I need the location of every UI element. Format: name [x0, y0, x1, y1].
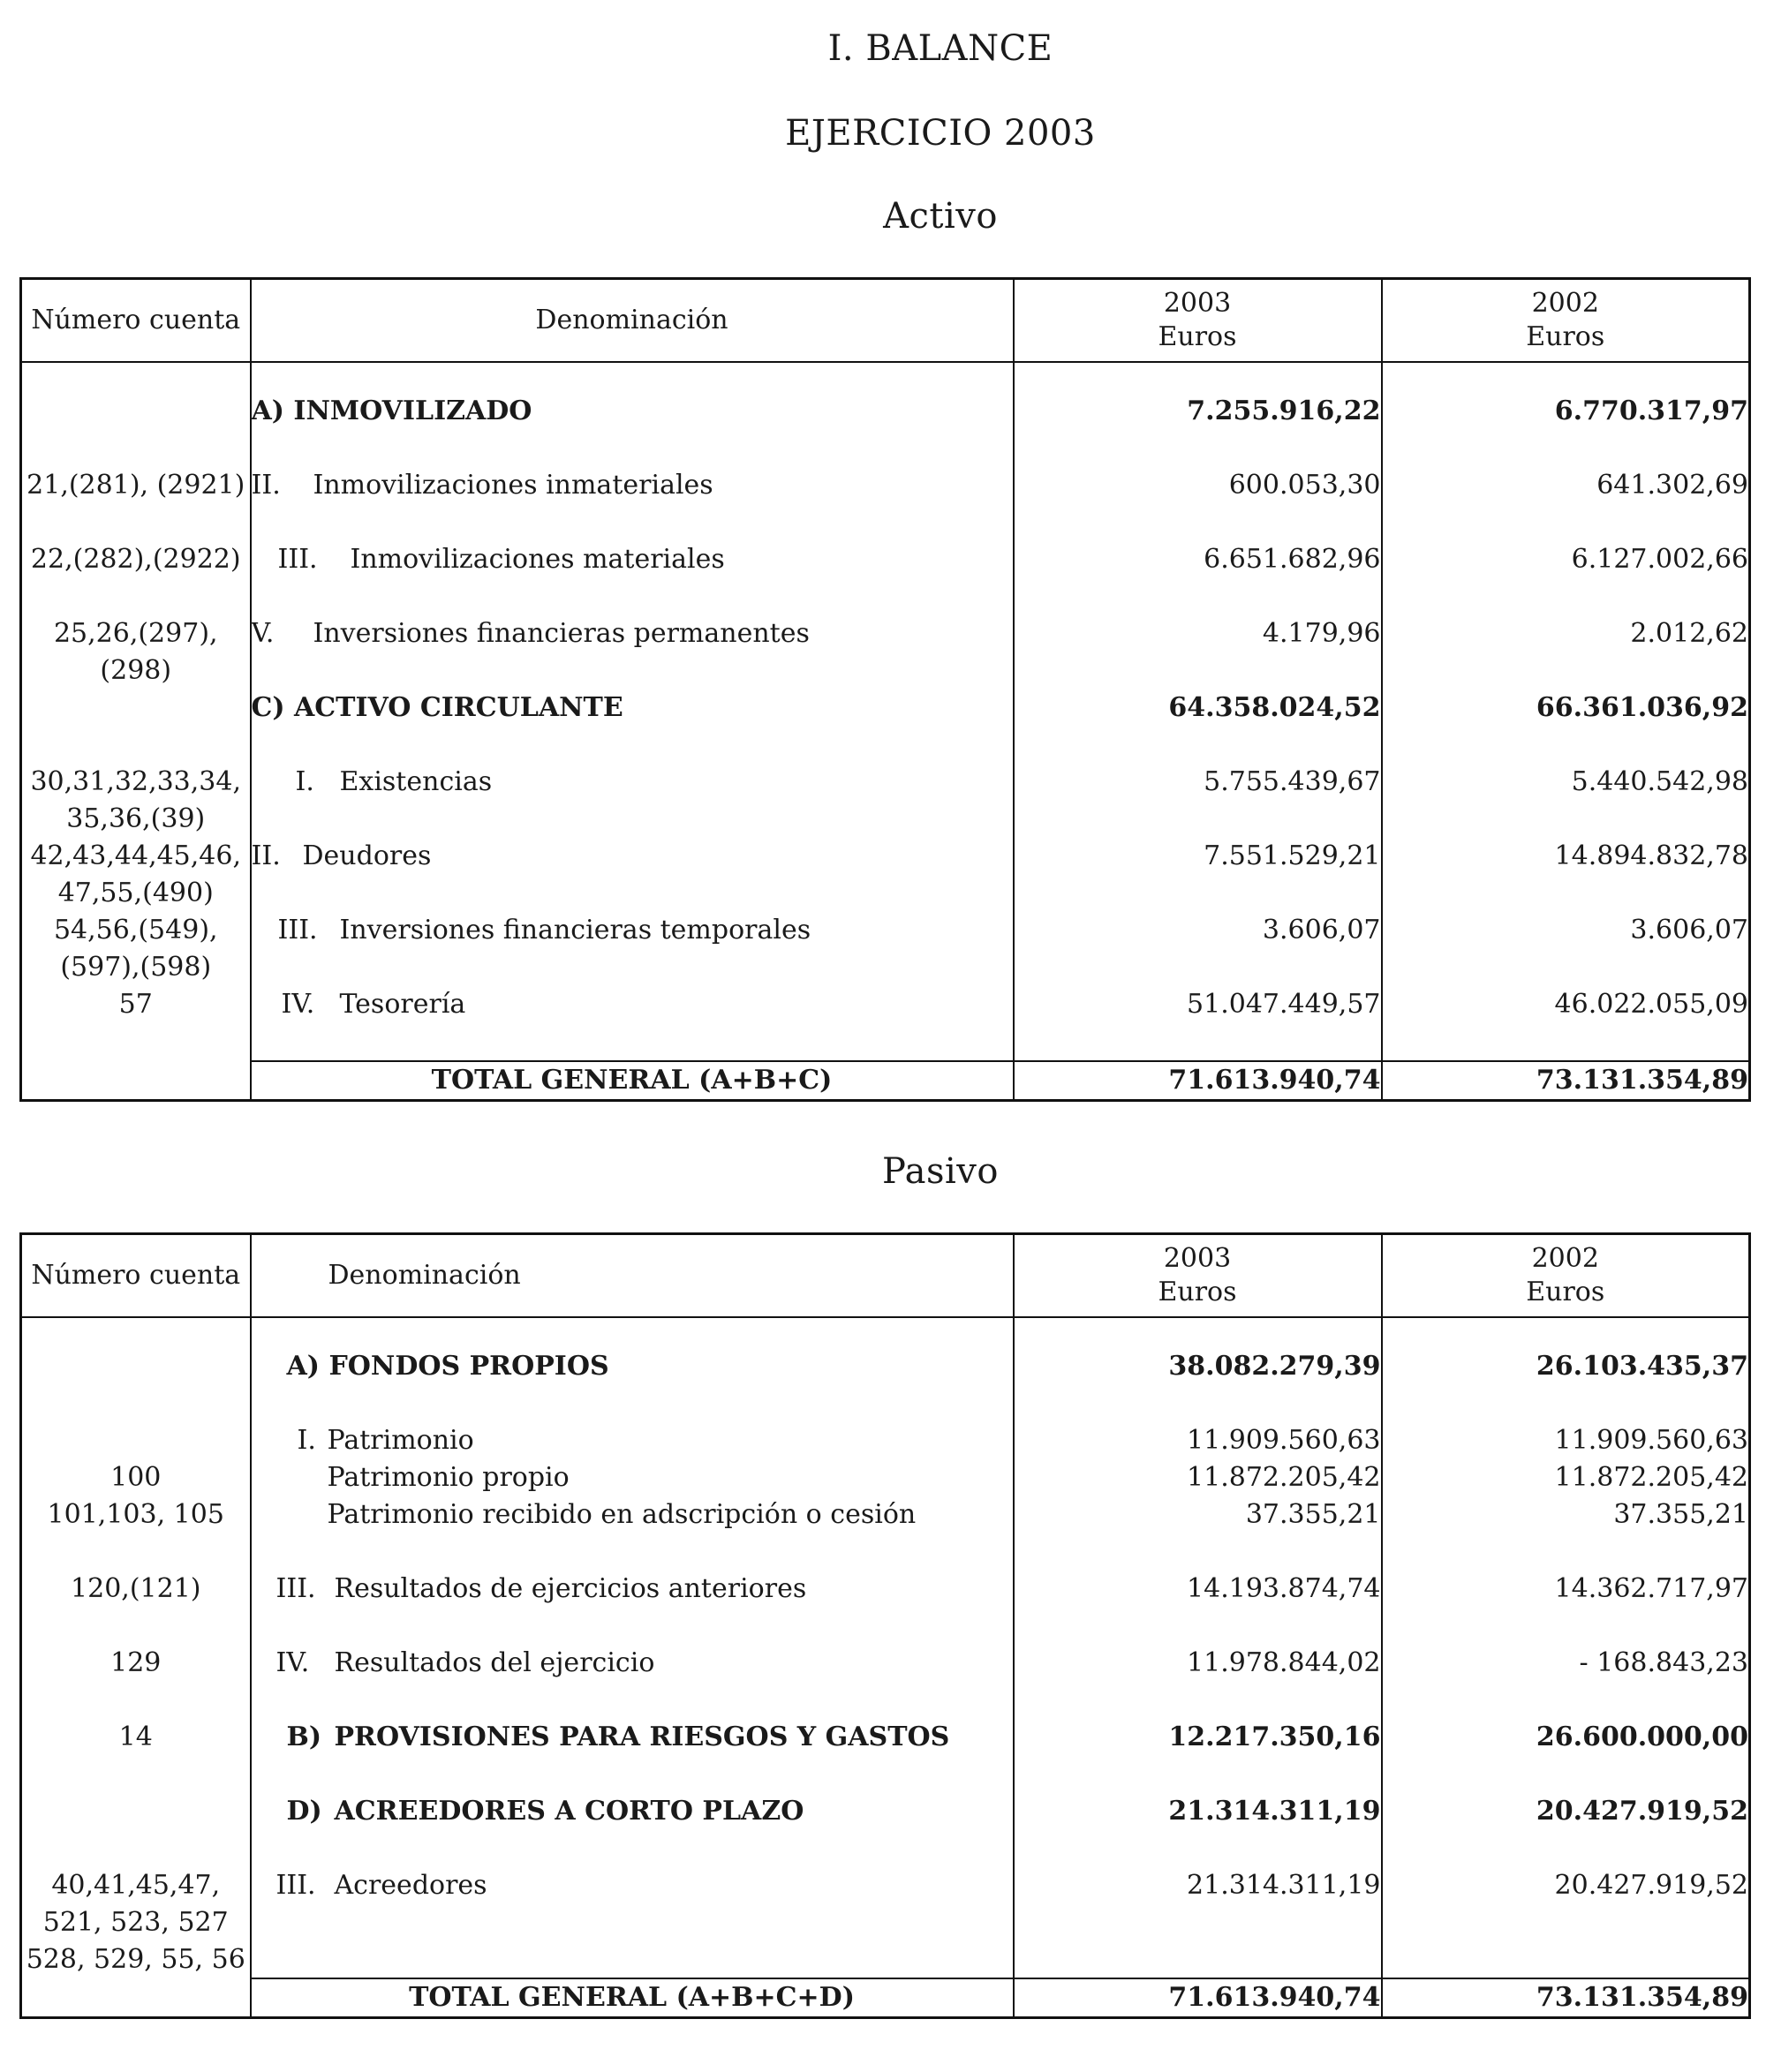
table-row: 14 B) PROVISIONES PARA RIESGOS Y GASTOS 12.217.350,16 26.600.000,00 — [21, 1719, 1750, 1793]
header-2002: 2002 Euros — [1382, 279, 1750, 363]
table-row: A) FONDOS PROPIOS 38.082.279,39 26.103.435,37 — [21, 1348, 1750, 1422]
table-row: 30,31,32,33,34, 35,36,(39) I. Existencias 5.755.439,67 5.440.542,98 — [21, 764, 1750, 838]
header-account: Número cuenta — [21, 1234, 251, 1318]
table-header-row — [21, 1234, 1750, 1318]
table-row: C) ACTIVO CIRCULANTE 64.358.024,52 66.361.036,92 — [21, 689, 1750, 764]
pasivo-heading: Pasivo — [882, 1151, 999, 1192]
header-name: Denominación — [251, 279, 1014, 363]
table-row: 129 IV. Resultados del ejercicio 11.978.844,02 - 168.843,23 — [21, 1645, 1750, 1719]
table-row: 22,(282),(2922) III. Inmovilizaciones materiales 6.651.682,96 6.127.002,66 — [21, 541, 1750, 615]
header-2003: 2003 Euros — [1014, 1234, 1382, 1318]
table-row: 100 Patrimonio propio 11.872.205,42 11.872.205,42 — [21, 1459, 1750, 1496]
total-row: TOTAL GENERAL (A+B+C+D) 71.613.940,74 73.131.354,89 — [21, 1978, 1750, 2018]
table-row: 54,56,(549), (597),(598) III. Inversiones financieras temporales 3.606,07 3.606,07 — [21, 912, 1750, 986]
table-row: A) INMOVILIZADO 7.255.916,22 6.770.317,97 — [21, 393, 1750, 467]
document-subtitle: EJERCICIO 2003 — [785, 113, 1096, 154]
total-row: TOTAL GENERAL (A+B+C) 71.613.940,74 73.131.354,89 — [21, 1061, 1750, 1101]
table-row: 57 IV. Tesorería 51.047.449,57 46.022.055,09 — [21, 986, 1750, 1061]
activo-heading: Activo — [883, 196, 998, 237]
header-2003: 2003 Euros — [1014, 279, 1382, 363]
header-name: Denominación — [251, 1234, 1014, 1318]
header-account: Número cuenta — [21, 279, 251, 363]
pasivo-table — [19, 1232, 1751, 2019]
table-row: D) ACREEDORES A CORTO PLAZO 21.314.311,19 20.427.919,52 — [21, 1793, 1750, 1867]
table-row: I. Patrimonio 11.909.560,63 11.909.560,63 — [21, 1422, 1750, 1459]
table-row: 25,26,(297), (298) V. Inversiones financieras permanentes 4.179,96 2.012,62 — [21, 615, 1750, 689]
table-row: 21,(281), (2921) II. Inmovilizaciones inmateriales 600.053,30 641.302,69 — [21, 467, 1750, 541]
table-row: 101,103, 105 Patrimonio recibido en adscripción o cesión 37.355,21 37.355,21 — [21, 1496, 1750, 1533]
document-title: I. BALANCE — [827, 28, 1053, 69]
activo-table — [19, 277, 1751, 1102]
table-row: 42,43,44,45,46, 47,55,(490) II. Deudores 7.551.529,21 14.894.832,78 — [21, 838, 1750, 912]
table-row: 120,(121) III. Resultados de ejercicios anteriores 14.193.874,74 14.362.717,97 — [21, 1571, 1750, 1645]
table-row: 40,41,45,47, 521, 523, 527 528, 529, 55, 56 III. Acreedores 21.314.311,19 20.427.919,52 — [21, 1867, 1750, 1978]
table-header-row — [21, 279, 1750, 363]
header-2002: 2002 Euros — [1382, 1234, 1750, 1318]
